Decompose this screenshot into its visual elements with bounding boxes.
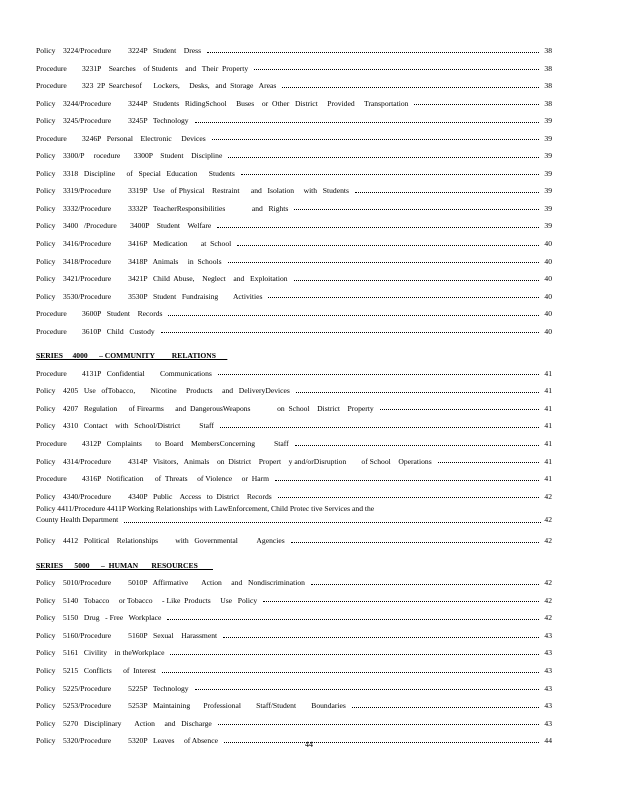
toc-entry-page: 38 [544,45,552,55]
toc-entry-4411 [36,500,552,527]
toc-entry [36,692,552,710]
toc-entry-page: 42 [544,578,552,588]
dot-leader [282,87,539,88]
toc-entry-page: 38 [544,98,552,108]
toc-entry [36,412,552,430]
toc-entry-page: 41 [544,456,552,466]
dot-leader [228,262,539,263]
dot-leader [294,280,539,281]
toc-entry-title: Policy 4412 Political Relationships with Governmental Agencies [36,536,285,546]
dot-leader [218,724,539,725]
toc-entry-title: Policy 3318 Discipline of Special Education Students [36,168,235,178]
table-of-contents [36,37,552,745]
toc-entry [36,195,552,213]
toc-entry-title: Policy 5160/Procedure 5160P Sexual Harassment [36,630,218,640]
toc-entry [36,360,552,378]
dot-leader [414,104,539,105]
toc-entry-title: Policy 3245/Procedure 3245P Technology [36,116,189,126]
toc-entry [36,125,552,143]
toc-entry-title: Policy 4314/Procedure 4314P Visitors, Animals on District Propert y and/orDisruption of School Operations [36,456,432,466]
toc-entry [36,569,552,587]
toc-entry-page: 43 [544,648,552,658]
toc-entry-page: 42 [544,613,552,623]
dot-leader [355,192,539,193]
toc-group-series-3000 [36,37,552,335]
dot-leader [228,157,539,158]
dot-leader [291,542,539,543]
toc-entry [36,248,552,266]
toc-entry-title: Policy 3418/Procedure 3418P Animals in Schools [36,256,222,266]
series-4000-heading [36,342,552,360]
toc-entry-page: 39 [544,133,552,143]
toc-entry-page: 39 [544,168,552,178]
toc-entry-page: 38 [544,81,552,91]
dot-leader [218,374,539,375]
toc-entry-page: 39 [544,221,552,231]
dot-leader [217,227,539,228]
toc-entry-4411-page: 42 [544,515,552,525]
toc-entry-page: 40 [544,309,552,319]
dot-leader [268,297,539,298]
toc-entry-title: Policy 4310 Contact with School/District Staff [36,421,214,431]
toc-entry [36,395,552,413]
dot-leader [254,69,539,70]
toc-entry [36,675,552,693]
toc-entry-page: 40 [544,256,552,266]
toc-entry-title: Procedure 323 2P Searchesof Lockers, Desks, and Storage Areas [36,81,277,91]
toc-entry [36,107,552,125]
toc-entry-page: 40 [544,274,552,284]
toc-entry-page: 42 [544,491,552,501]
dot-leader [170,654,539,655]
dot-leader [162,672,539,673]
toc-entry-title: Procedure 3231P Searches of Students and Their Property [36,63,249,73]
toc-entry-title: Policy 4205 Use ofTobacco, Nicotine Products and DeliveryDevices [36,386,290,396]
toc-entry [36,604,552,622]
dot-leader [438,462,539,463]
dot-leader [167,619,539,620]
toc-entry [36,72,552,90]
series-5000-title: SERIES 5000 – HUMAN RESOURCES [36,560,213,570]
toc-entry [36,527,552,545]
toc-entry-title: Policy 3421/Procedure 3421P Child Abuse, Neglect and Exploitation [36,274,288,284]
toc-entry [36,465,552,483]
toc-entry-page: 43 [544,718,552,728]
toc-entry-page: 40 [544,291,552,301]
toc-entry-title: Policy 5253/Procedure 5253P Maintaining Professional Staff/Student Boundaries [36,701,346,711]
dot-leader [195,689,539,690]
toc-entry [36,142,552,160]
toc-entry-page: 42 [544,595,552,605]
dot-leader [294,209,539,210]
toc-entry-title: Procedure 4131P Confidential Communications [36,368,212,378]
toc-entry-page: 40 [544,326,552,336]
toc-entry [36,90,552,108]
toc-entry-title: Policy 5225/Procedure 5225P Technology [36,683,189,693]
dot-leader [275,480,539,481]
toc-entry [36,160,552,178]
toc-group-series-4000 [36,360,552,500]
toc-entry-page: 39 [544,186,552,196]
toc-group-series-4000-cont [36,527,552,545]
toc-entry [36,230,552,248]
toc-entry-title: Policy 3224/Procedure 3224P Student Dress [36,45,202,55]
toc-entry [36,430,552,448]
page-number: 44 [305,740,313,749]
toc-entry-page: 43 [544,630,552,640]
toc-entry-title: Policy 5320/Procedure 5320P Leaves of Absence [36,736,218,746]
toc-entry-page: 43 [544,666,552,675]
toc-entry [36,283,552,301]
toc-entry-page: 41 [544,438,552,448]
toc-entry [36,300,552,318]
toc-entry [36,622,552,640]
toc-entry-page: 43 [544,701,552,711]
toc-entry-title: Policy 3530/Procedure 3530P Student Fundraising Activities [36,291,263,301]
dot-leader [352,707,539,708]
toc-group-series-5000 [36,569,552,744]
toc-entry [36,710,552,728]
toc-entry [36,55,552,73]
toc-entry-page: 39 [544,116,552,126]
toc-entry-title: Policy 3319/Procedure 3319P Use of Physical Restraint and Isolation with Students [36,186,349,196]
toc-entry [36,587,552,605]
toc-entry [36,212,552,230]
toc-entry-title: Policy 3244/Procedure 3244P Students RidingSchool Buses or Other District Provided Transportation [36,98,409,108]
toc-entry-title: Policy 3416/Procedure 3416P Medication at School [36,238,232,248]
toc-entry-4411-line2: County Health Department [36,515,119,525]
dot-leader [296,392,539,393]
toc-entry-page: 41 [544,403,552,413]
toc-entry-page: 38 [544,63,552,73]
toc-entry-title: Policy 5215 Conflicts of Interest [36,666,157,675]
toc-entry-title: Policy 3332/Procedure 3332P TeacherResponsibilities and Rights [36,203,289,213]
toc-entry [36,377,552,395]
dot-leader [220,427,539,428]
toc-entry [36,177,552,195]
toc-entry [36,657,552,675]
toc-entry [36,483,552,501]
toc-entry-page: 41 [544,474,552,484]
toc-entry-page: 39 [544,151,552,161]
dot-leader [380,409,539,410]
toc-entry-title: Policy 4207 Regulation of Firearms and DangerousWeapons on School District Property [36,403,374,413]
toc-entry-page: 41 [544,368,552,378]
toc-entry-page: 44 [544,736,552,746]
series-4000-title: SERIES 4000 – COMMUNITY RELATIONS [36,351,228,361]
toc-entry-page: 41 [544,386,552,396]
dot-leader [278,497,539,498]
toc-entry-title: Procedure 4312P Complaints to Board MembersConcerning Staff [36,438,289,448]
toc-entry-page: 42 [544,536,552,546]
dot-leader [295,445,539,446]
toc-entry [36,448,552,466]
toc-entry-page: 40 [544,238,552,248]
toc-entry-page: 41 [544,421,552,431]
toc-entry [36,318,552,336]
toc-entry-title: Policy 5140 Tobacco or Tobacco - Like Products Use Policy [36,595,258,605]
toc-entry [36,37,552,55]
toc-entry-page: 43 [544,683,552,693]
dot-leader [223,637,539,638]
dot-leader [195,122,539,123]
toc-entry [36,640,552,658]
toc-entry-title: Policy 5161 Civility in theWorkplace [36,648,165,658]
toc-entry-title: Procedure 3600P Student Records [36,309,163,319]
toc-entry-title: Policy 5270 Disciplinary Action and Discharge [36,718,212,728]
dot-leader [168,315,539,316]
toc-entry-4411-line1: Policy 4411/Procedure 4411P Working Relationships with LawEnforcement, Child Protec tive Services and the [36,504,375,514]
page-footer [0,740,618,749]
dot-leader [161,332,539,333]
toc-entry-title: Procedure 3610P Child Custody [36,326,155,336]
dot-leader [124,522,541,523]
toc-entry-title: Policy 5010/Procedure 5010P Affirmative Action and Nondiscrimination [36,578,305,588]
series-5000-heading [36,552,552,570]
dot-leader [311,584,539,585]
toc-entry-title: Policy 3300/P rocedure 3300P Student Discipline [36,151,223,161]
dot-leader [241,174,539,175]
toc-entry-page: 39 [544,203,552,213]
dot-leader [207,52,539,53]
toc-entry-title: Procedure 4316P Notification of Threats of Violence or Harm [36,474,270,484]
toc-entry-title: Policy 4340/Procedure 4340P Public Access to District Records [36,491,272,501]
toc-entry [36,265,552,283]
toc-entry-title: Policy 5150 Drug - Free Workplace [36,613,162,623]
dot-leader [237,245,539,246]
dot-leader [212,139,539,140]
toc-entry-title: Policy 3400 /Procedure 3400P Student Welfare [36,221,212,231]
toc-entry-title: Procedure 3246P Personal Electronic Devices [36,133,206,143]
dot-leader [263,601,539,602]
